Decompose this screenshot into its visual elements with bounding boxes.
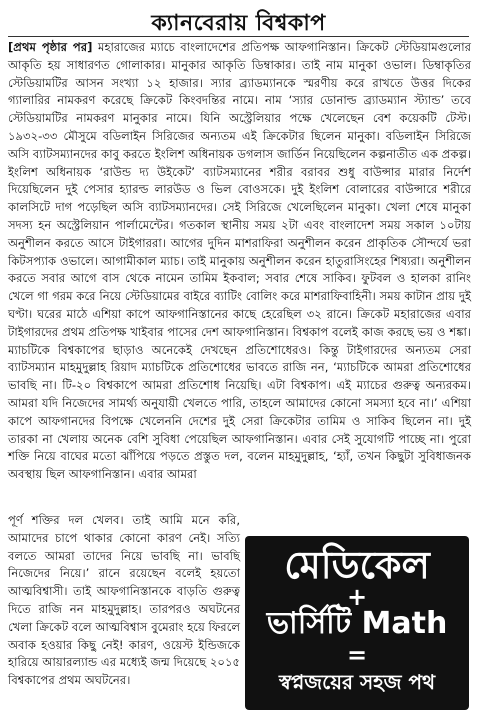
ad-line-medical: মেডিকেল [284, 543, 430, 587]
ad-plus-sign: + [346, 583, 368, 611]
continuation-ref: [প্রথম পৃষ্ঠার পর] [8, 40, 93, 54]
ad-tagline: স্বপ্নজয়ের সহজ পথ [278, 670, 436, 694]
advertisement-box [245, 536, 469, 710]
ad-equals-sign: = [346, 641, 368, 669]
ad-line-varsity-math: ভার্সিটি Math [266, 606, 448, 641]
article-body [8, 39, 471, 484]
headline-divider [8, 36, 469, 37]
article-headline: ক্যানবেরায় বিশ্বকাপ [151, 11, 326, 36]
article-text: মহারাজের ম্যাচে বাংলাদেশের প্রতিপক্ষ আফগানিস্তান। ক্রিকেট স্টেডিয়ামগুলোর আকৃতি হয় সাধারণত গোলাকার। মানুকার আকৃতি ডিম্বাকার। তাই নাম মানুকা ওভাল। ডিম্বাকৃতির স্টেডিয়ামটির আসন সংখ্যা ১২ হাজার। স্যার ব্র্যাডম্যানকে স্মরণীয় করে রাখতে উত্তর দিকের গ্যালারির নামকরণ করেছে ক্রিকেট কিংবদন্তির নামে। নাম ‘স্যার ডোনাল্ড ব্র্যাডম্যান স্ট্যান্ড’ তবে স্টেডিয়ামটির নামকরণ মানুকার নামে। যিনি অস্ট্রেলিয়ার পক্ষে খেলেছেন বেশ কয়েকটি টেস্ট। ১৯৩২-৩৩ মৌসুমে বডিলাইন সিরিজের অন্যতম এই ক্রিকেটার ছিলেন মানুকা। বডিলাইন সিরিজে অসি ব্যাটসম্যানদের কাবু করতে ইংলিশ অধিনায়ক ডগলাস জার্ডিন নিয়েছিলেন কল্পনাতীত এক প্রকল্প। ইংলিশ অধিনায়ক ‘রাউন্ড দ্য উইকেট’ ব্যাটসম্যানের শরীর বরাবর শুধু বাউন্সার মারার নির্দেশ দিয়েছিলেন দুই পেসার হ্যারল্ড লারউড ও ভিল বোওসকে। দুই ইংলিশ বোলারের বাউন্সারে শরীরে কালসিটে দাগ পড়েছিল অসি ব্যাটসম্যানদের। সেই সিরিজে খেলেছিলেন মানুকা। খেলা শেষে মানুকা সদস্য হন অস্ট্রেলিয়ান পার্লামেন্টের। গতকাল স্থানীয় সময় ২টা এবং বাংলাদেশ সময় সকাল ১০টায় অনুশীলন করতে আসে টাইগাররা। আগের দুদিন মাশরাফিরা অনুশীলন করেন প্রাকৃতিক সৌন্দর্যে ভরা কিটসপ্যাক ওভালে। আগামীকাল ম্যাচ। তাই মানুকায় অনুশীলন করেন হাতুরাসিংহের শিষ্যরা। অনুশীলন করতে সবার আগে বাস থেকে নামেন তামিম ইকবাল; সবার শেষে সাকিব। ফুটবল ও হালকা রানিং খেলে গা গরম করে নিয়ে স্টেডিয়ামের বাইরে ব্যাটিং বোলিং করে মাশরাফিবাহিনী। সময় কাটান প্রায় দুই ঘণ্টা। ঘরের মাঠে এশিয়া কাপে আফগানিস্তানের কাছে হেরেছিল ৩২ রানে। ক্রিকেট মহারাজের এবার টাইগারদের প্রথম প্রতিপক্ষ খাইবার পাসের দেশ আফগানিস্তান। বিশ্বকাপ বলেই কাজ করছে ভয় ও শঙ্কা। ম্যাচটিকে বিশ্বকাপের ছাড়াও অনেকেই দেখছেন প্রতিশোধেরও। কিন্তু টাইগারদের অন্যতম সেরা ব্যাটসম্যান মাহমুদুল্লাহ রিয়াদ ম্যাচটিকে প্রতিশোধের ভাবতে রাজি নন, ‘ম্যাচটিকে আমরা প্রতিশোধের ভাবছি না। টি-২০ বিশ্বকাপে আমরা প্রতিশোধ নিয়েছি। এটা বিশ্বকাপ। এই ম্যাচের গুরুত্ব অন্যরকম। আমরা যদি নিজেদের সামর্থ্য অনুযায়ী খেলতে পারি, তাহলে আমাদের কোনো সমস্যা হবে না।’ এশিয়া কাপে আফগানদের বিপক্ষে খেলেননি দেশের দুই সেরা ক্রিকেটার তামিম ও সাকিব ছিলেন না। দুই তারকা না খেলায় অনেক বেশি সুবিধা পেয়েছিল আফগানিস্তান। এবার সেই সুযোগটি পাচ্ছে না। পুরো শক্তি নিয়ে বাঘের মতো ঝাঁপিয়ে পড়তে প্রস্তুত দল, বলেন মাহমুদুল্লাহ, ‘হ্যাঁ, তখন কিছুটা সুবিধাজনক অবস্থায় ছিল আফগানিস্তান। এবার আমরা [8, 40, 472, 482]
article-body-continued: পূর্ণ শক্তির দল খেলব। তাই আমি মনে করি, আমাদের চাপে থাকার কোনো কারণ নেই। সত্যি বলতে আমরা তাদের নিয়ে ভাবছি না। ভাবছি নিজেদের নিয়ে।’ রানে রয়েছেন বলেই হয়তো আত্মবিশ্বাসী। তাই আফগানিস্তানকে বাড়তি গুরুত্ব দিতে রাজি নন মাহমুদুল্লাহ। তারপরও অঘটনের খেলা ক্রিকেট বলে আত্মবিশ্বাস বুমেরাং হয়ে ফিরলে অবাক হওয়ার কিছু নেই! কারণ, ওয়েস্ট ইন্ডিজকে হারিয়ে আয়ারল্যান্ড এর মধ্যেই জন্ম দিয়েছে ২০১৫ বিশ্বকাপের প্রথম অঘটনের। [8, 513, 240, 688]
